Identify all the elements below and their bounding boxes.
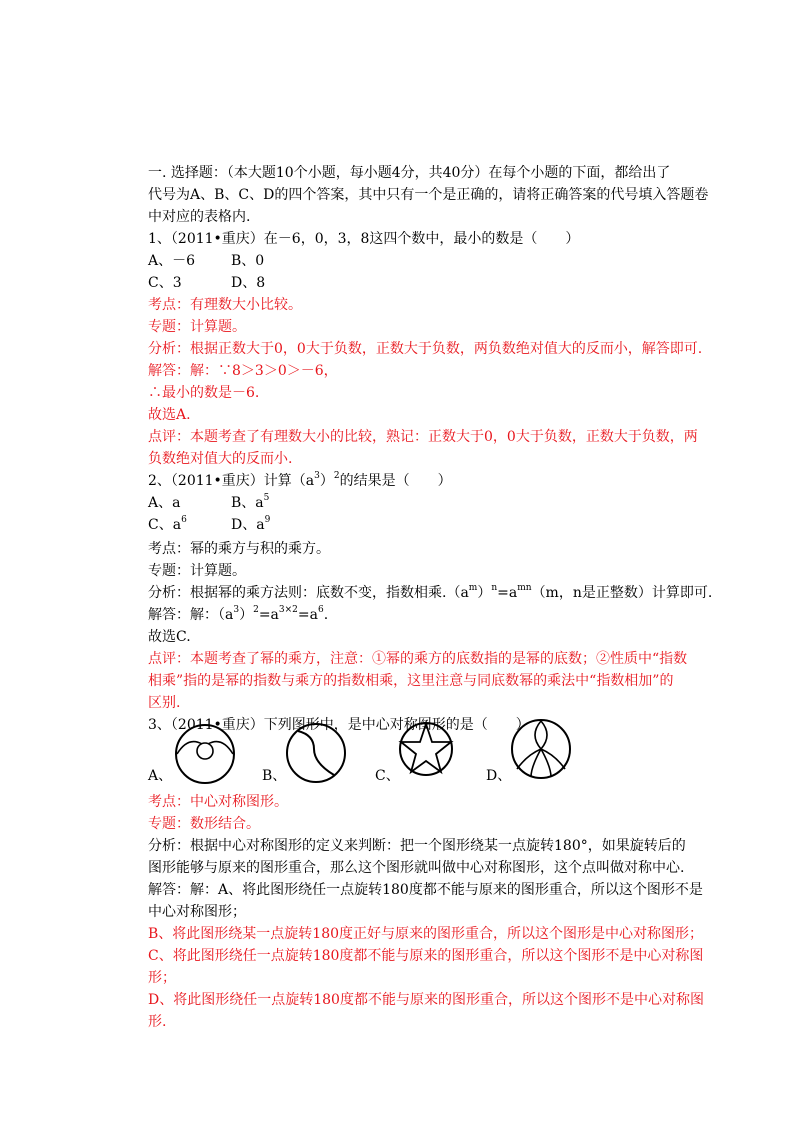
q2-jieda-exponent-4: 6: [317, 605, 324, 616]
q1-dianping-line-1: 点评：本题考查了有理数大小的比较，熟记：正数大于0，0大于负数，正数大于负数，两: [148, 429, 698, 445]
q1-option-a: A、－6: [148, 253, 196, 269]
q2-stem-part-2: ）: [319, 473, 334, 489]
q2-stem: [148, 470, 452, 492]
q2-zhuanti: 专题：计算题。: [148, 563, 246, 579]
q1-stem: 1、（2011•重庆）在－6，0，3，8这四个数中，最小的数是（ ）: [148, 231, 580, 247]
q3-zhuanti: 专题：数形结合。: [148, 816, 260, 832]
q1-option-c: C、3: [148, 275, 182, 291]
q1-fenxi: 分析：根据正数大于0，0大于负数，正数大于负数，两负数绝对值大的反而小，解答即可.: [148, 341, 703, 357]
q3-fenxi-line-2: 图形能够与原来的图形重合，那么这个图形就叫做中心对称图形，这个点叫做对称中心.: [148, 860, 685, 876]
q3-jieda-line-1: 解答：解：A、将此图形绕任一点旋转180度都不能与原来的图形重合，所以这个图形不是: [148, 882, 703, 898]
q3-kaodian: 考点：中心对称图形。: [148, 794, 288, 810]
q3-stem: 3、（2011•重庆）下列图形中，是中心对称图形的是（ ）: [148, 717, 530, 733]
q2-stem-part-1: 2、（2011•重庆）计算（a: [148, 473, 315, 489]
q3-figure-d-label: D、: [486, 768, 512, 784]
q2-kaodian: 考点：幂的乘方与积的乘方。: [148, 541, 330, 557]
q2-option-b-label: B、a: [231, 495, 264, 511]
q3-figure-c-label: C、: [375, 768, 400, 784]
q2-fenxi-part-3: =a: [497, 585, 518, 601]
q2-jieda-part-1: 解答：解：（a: [148, 607, 234, 623]
q2-fenxi-part-1: 分析：根据幂的乘方法则：底数不变，指数相乘.（a: [148, 585, 469, 601]
q3-jieda-line-6: D、将此图形绕任一点旋转180度都不能与原来的图形重合，所以这个图形不是中心对称图: [148, 992, 704, 1008]
q2-dianping-line-3: 区别.: [148, 695, 181, 711]
q2-dianping-line-1: 点评：本题考查了幂的乘方，注意：①幂的乘方的底数指的是幂的底数；②性质中“指数: [148, 651, 688, 667]
q2-stem-exponent-2: 2: [333, 471, 340, 482]
q2-fenxi: [148, 582, 712, 604]
q2-jieda: [148, 604, 328, 626]
q2-jieda-exponent-3: 3×2: [278, 605, 298, 616]
q2-option-b-exponent: 5: [263, 493, 270, 504]
q2-option-d-exponent: 9: [264, 515, 271, 526]
q1-dianping-line-2: 负数绝对值大的反而小.: [148, 451, 293, 467]
q2-fenxi-part-4: （m，n是正整数）计算即可.: [531, 585, 713, 601]
q2-fenxi-exponent-3: mn: [517, 583, 532, 594]
q2-stem-part-3: 的结果是（ ）: [339, 473, 452, 489]
q2-jieda-part-2: ）: [239, 607, 254, 623]
q1-answer: 故选A.: [148, 407, 191, 423]
section-instructions-line-2: 代号为A、B、C、D的四个答案，其中只有一个是正确的，请将正确答案的代号填入答题卷: [148, 187, 709, 203]
q3-jieda-line-7: 形.: [148, 1014, 167, 1030]
q2-option-c-exponent: 6: [181, 515, 187, 526]
q2-option-a: A、a: [148, 495, 181, 511]
section-instructions-line-3: 中对应的表格内.: [148, 209, 251, 225]
q3-figure-d: [509, 717, 573, 781]
q2-fenxi-exponent-2: n: [491, 583, 498, 594]
q2-answer: 故选C.: [148, 629, 191, 645]
q3-figure-b-label: B、: [262, 768, 287, 784]
q2-fenxi-exponent-1: m: [468, 583, 478, 594]
q3-figure-c: [397, 719, 455, 777]
q2-dianping-line-2: 相乘”指的是幂的指数与乘方的指数相乘，这里注意与同底数幂的乘法中“指数相加”的: [148, 673, 674, 689]
q3-figure-a-label: A、: [148, 768, 173, 784]
q1-jieda-line-2: ∴最小的数是－6.: [148, 385, 260, 401]
q2-option-d-label: D、a: [231, 517, 265, 533]
q2-jieda-part-3: =a: [258, 607, 279, 623]
q1-option-d: D、8: [231, 275, 266, 291]
q2-option-c: [148, 514, 187, 536]
q2-jieda-exponent-2: 2: [253, 605, 259, 616]
q2-option-d: [231, 514, 270, 536]
q3-jieda-line-4: C、将此图形绕任一点旋转180度都不能与原来的图形重合，所以这个图形不是中心对称图: [148, 948, 704, 964]
q3-figure-a: [170, 724, 240, 784]
q2-jieda-part-4: =a: [297, 607, 318, 623]
q2-option-c-label: C、a: [148, 517, 182, 533]
q1-option-b: B、0: [231, 253, 265, 269]
q1-zhuanti: 专题：计算题。: [148, 319, 246, 335]
q3-jieda-line-3: B、将此图形绕某一点旋转180度正好与原来的图形重合，所以这个图形是中心对称图形；: [148, 926, 704, 942]
q3-fenxi-line-1: 分析：根据中心对称图形的定义来判断：把一个图形绕某一点旋转180°，如果旋转后的: [148, 838, 686, 854]
q2-jieda-end: .: [323, 607, 329, 623]
section-instructions-line-1: 一. 选择题：（本大题10个小题，每小题4分，共40分）在每个小题的下面，都给出了: [148, 165, 671, 181]
q2-option-b: [231, 492, 269, 514]
q1-jieda-line-1: 解答：解：∵8＞3＞0＞－6，: [148, 363, 338, 379]
q3-jieda-line-5: 形；: [148, 970, 176, 986]
q3-figure-b: [284, 721, 348, 785]
q2-fenxi-part-2: ）: [477, 585, 492, 601]
q3-jieda-line-2: 中心对称图形；: [148, 904, 246, 920]
q2-stem-exponent-1: 3: [314, 471, 320, 482]
q2-jieda-exponent-1: 3: [233, 605, 240, 616]
q1-kaodian: 考点：有理数大小比较。: [148, 297, 302, 313]
